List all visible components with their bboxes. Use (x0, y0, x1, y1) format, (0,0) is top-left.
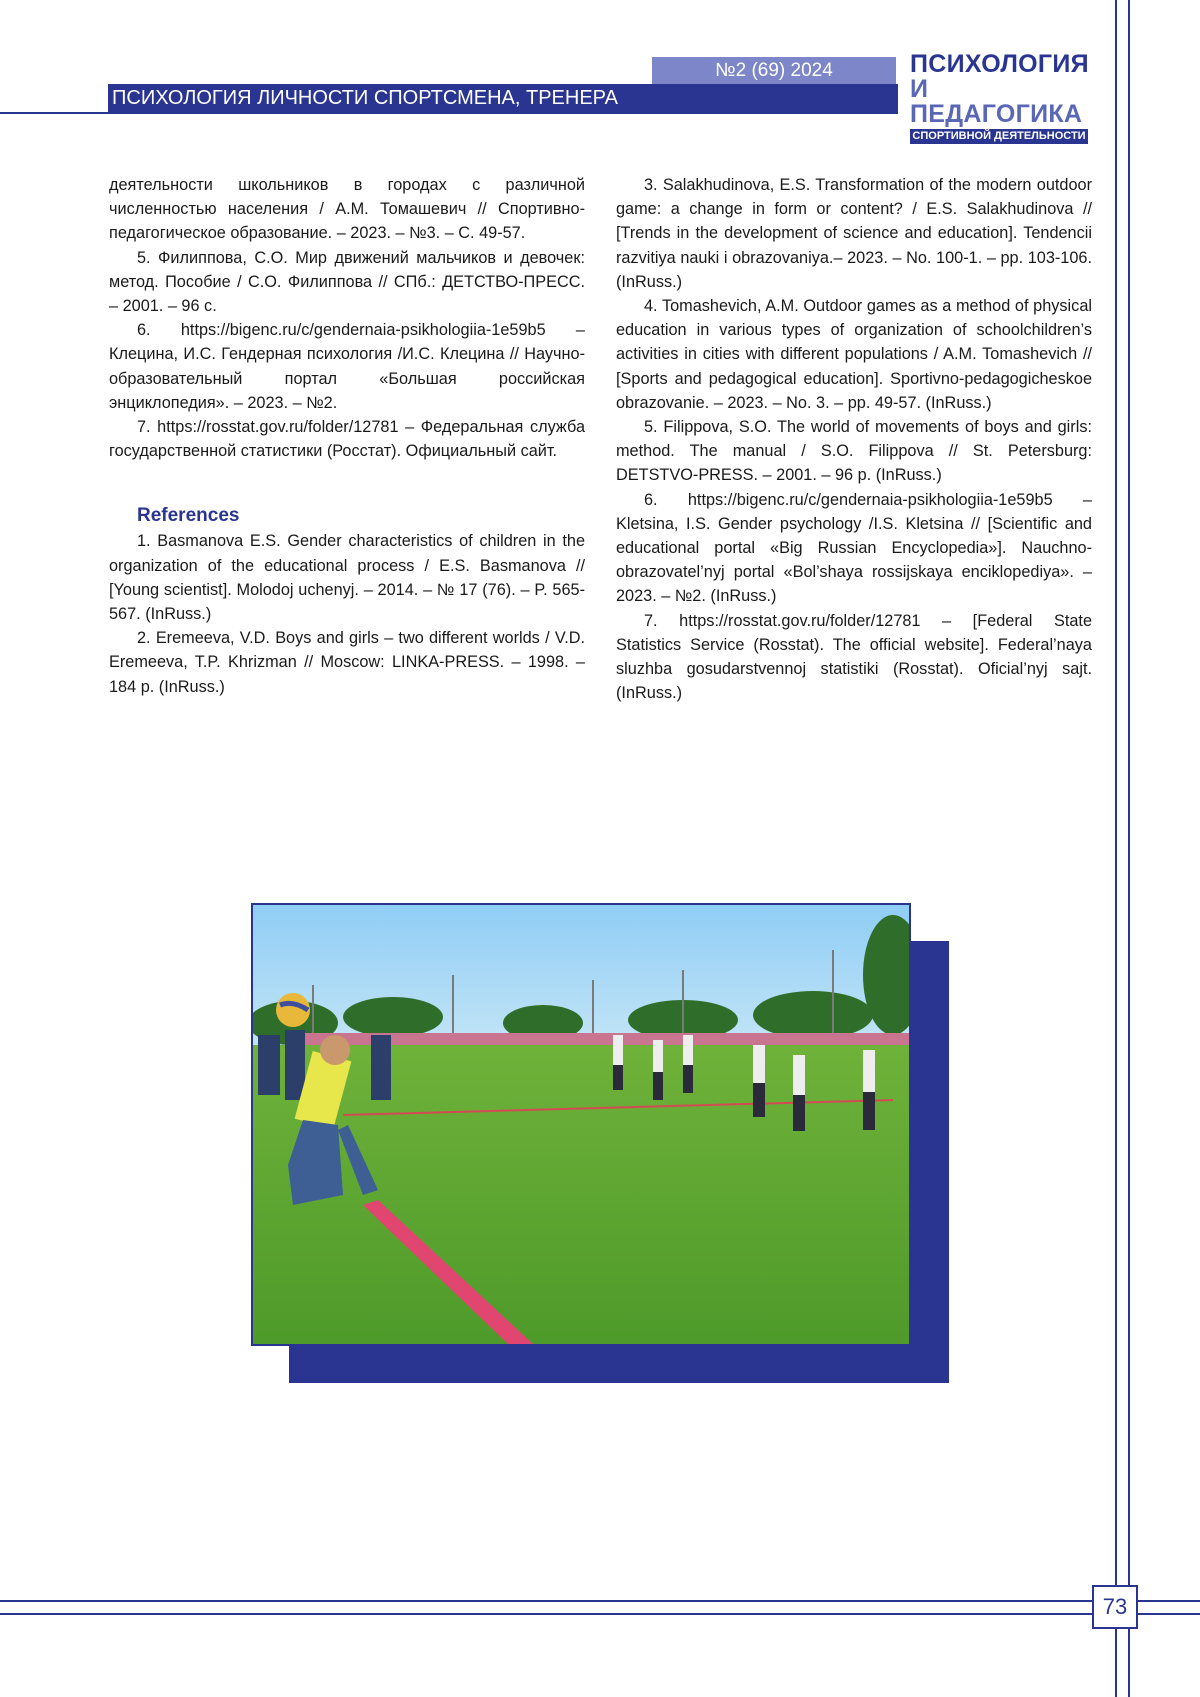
right-rule-inner (1115, 0, 1117, 1697)
right-column (616, 173, 1092, 705)
en-reference-2: 2. Eremeeva, V.D. Boys and girls – two different worlds / V.D. Eremeeva, T.P. Khrizman // Moscow: LINKA-PRESS. – 1998. – 184 p. (InRuss.) (109, 629, 585, 696)
left-column (109, 173, 585, 699)
section-title: ПСИХОЛОГИЯ ЛИЧНОСТИ СПОРТСМЕНА, ТРЕНЕРА (108, 84, 898, 112)
right-rule-outer (1128, 0, 1130, 1697)
bottom-rule-upper (0, 1600, 1200, 1602)
en-reference-3: 3. Salakhudinova, E.S. Transformation of the modern outdoor game: a change in form or content? / E.S. Salakhudinova // [Trends in the development of science and education]. Tendencii razvitiya nauki i obrazovaniya.– 2023. – No. 100-1. – pp. 103-106. (InRuss.) (616, 176, 1092, 291)
journal-logo (910, 52, 1090, 144)
bottom-rule-lower (0, 1613, 1200, 1615)
en-reference-4: 4. Tomashevich, A.M. Outdoor games as a method of physical education in various types of organization of schoolchildren’s activities in cities with different populations / A.M. Tomashevich // [Sports and pedagogical education]. Sportivno-pedagogicheskoe obrazovanie. – 2023. – No. 3. – pp. 49-57. (InRuss.) (616, 297, 1092, 412)
header-rule (0, 112, 898, 114)
en-reference-5: 5. Filippova, S.O. The world of movements of boys and girls: method. The manual / S.O. Filippova // St. Petersburg: DETSTVO-PRESS. – 2001. – 96 p. (InRuss.) (616, 418, 1092, 485)
ru-reference-6: 6. https://bigenc.ru/c/gendernaia-psikhologiia-1e59b5 – Клецина, И.С. Гендерная психология /И.С. Клецина // Научно-образовательный портал «Большая российская энциклопедия». – 2023. – №2. (109, 321, 585, 412)
photo-illustration (253, 905, 909, 1344)
en-reference-7: 7. https://rosstat.gov.ru/folder/12781 – [Federal State Statistics Service (Rosstat). The official website]. Federal’naya sluzhba gosudarstvennoj statistiki (Rosstat). Oficial’nyj sajt. (InRuss.) (616, 611, 1092, 703)
logo-line-1: ПСИХОЛОГИЯ (910, 50, 1089, 78)
ru-reference-4-end: деятельности школьников в городах с различной численностью населения / А.М. Томашевич // Спортивно-педагогическое образование. – 2023. – №3. – С. 49-57. (109, 176, 585, 243)
references-heading: References (137, 505, 240, 527)
ru-reference-7: 7. https://rosstat.gov.ru/folder/12781 – Федеральная служба государственной статистики (Росстат). Официальный сайт. (109, 418, 585, 461)
logo-line-3: СПОРТИВНОЙ ДЕЯТЕЛЬНОСТИ (910, 129, 1088, 144)
photo-children-playing-ball (251, 903, 911, 1346)
page-number: 73 (1092, 1585, 1138, 1629)
en-reference-1: 1. Basmanova E.S. Gender characteristics of children in the organization of the educational process / E.S. Basmanova // [Young scientist]. Molodoj uchenyj. – 2014. – № 17 (76). – P. 565-567. (InRuss.) (109, 532, 585, 624)
logo-line-2: И ПЕДАГОГИКА (910, 75, 1083, 128)
en-reference-6: 6. https://bigenc.ru/c/gendernaia-psikhologiia-1e59b5 – Kletsina, I.S. Gender psychology /I.S. Kletsina // [Scientific and educational portal «Big Russian Encyclopedia»]. Nauchno-obrazovatel’nyj portal «Bol’shaya rossijskaya enciklopediya». – 2023. – №2. (InRuss.) (616, 490, 1092, 606)
ru-reference-5: 5. Филиппова, С.О. Мир движений мальчиков и девочек: метод. Пособие / С.О. Филиппова // СПб.: ДЕТСТВО-ПРЕСС. – 2001. – 96 с. (109, 248, 585, 316)
issue-number: №2 (69) 2024 (652, 57, 896, 84)
